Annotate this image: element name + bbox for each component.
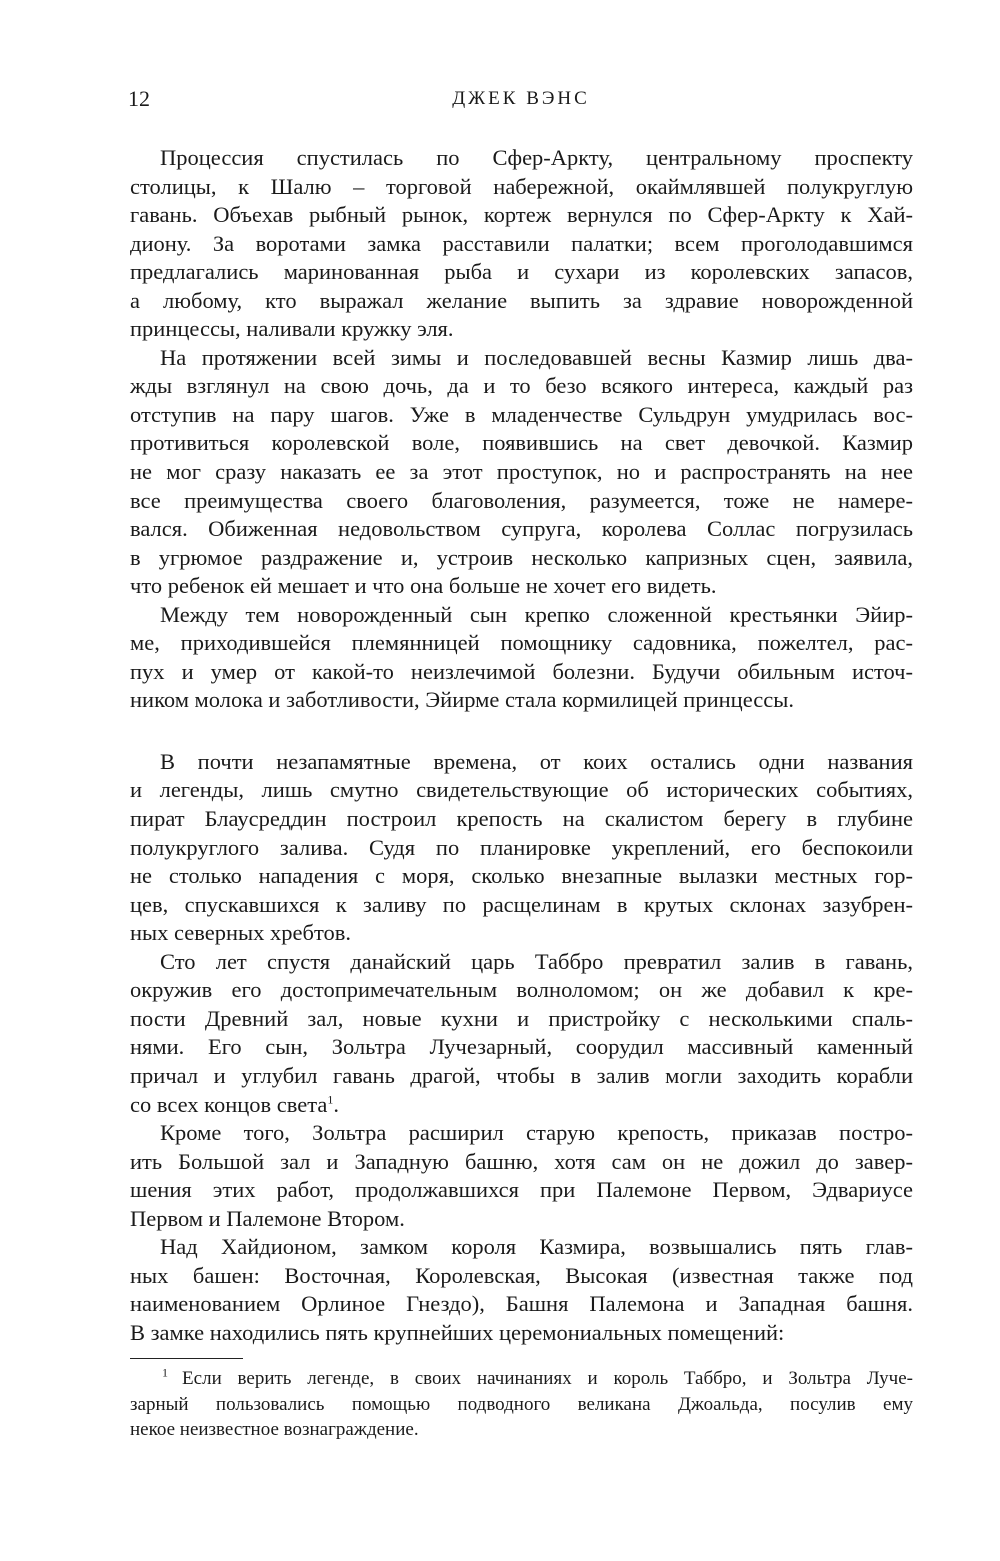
text-line <box>130 1033 913 1062</box>
line-text: Первом и Палемоне Втором. <box>130 1205 405 1231</box>
line-text: что ребенок ей мешает и что она больше не хочет его видеть. <box>130 573 717 599</box>
line-text: а любому, кто выражал желание выпить за здравие новорожденной <box>130 287 913 313</box>
period: . <box>333 1091 339 1117</box>
line-text: и легенды, лишь смутно свидетельствующие об исторических событиях, <box>130 777 913 803</box>
paragraph <box>130 1233 913 1347</box>
footnote-divider <box>130 1358 243 1359</box>
text-line <box>130 401 913 430</box>
text-line <box>130 601 913 630</box>
text-line <box>130 776 913 805</box>
page-number: 12 <box>128 86 150 111</box>
line-text: не мог сразу наказать ее за этот проступок, но и распространять на нее <box>130 459 913 485</box>
text-line <box>130 1319 913 1348</box>
text-line <box>130 1205 913 1234</box>
line-text: Кроме того, Зольтра расширил старую крепость, приказав постро- <box>160 1120 913 1146</box>
line-text: Между тем новорожденный сын крепко сложенной крестьянки Эйир- <box>160 601 913 627</box>
line-text: противиться королевской воле, появившись на свет девочкой. Казмир <box>130 430 913 456</box>
running-title: ДЖЕК ВЭНС <box>452 88 590 109</box>
text-line <box>130 1417 913 1443</box>
text-line <box>130 976 913 1005</box>
line-text: шения этих работ, продолжавшихся при Палемоне Первом, Эдвариусе <box>130 1177 913 1203</box>
line-text: ных башен: Восточная, Королевская, Высокая (известная также под <box>130 1262 913 1288</box>
line-text: На протяжении всей зимы и последовавшей весны Казмир лишь два- <box>160 344 913 370</box>
text-line <box>130 1233 913 1262</box>
line-text: наименованием Орлиное Гнездо), Башня Палемона и Западная башня. <box>130 1291 913 1317</box>
line-text: Сто лет спустя данайский царь Таббро превратил залив в гавань, <box>160 948 913 974</box>
line-text: ить Большой зал и Западную башню, хотя сам он не дожил до завер- <box>130 1148 913 1174</box>
text-line <box>130 258 913 287</box>
line-text: не столько нападения с моря, сколько внезапные вылазки местных гор- <box>130 863 913 889</box>
line-text: В замке находились пять крупнейших церемониальных помещений: <box>130 1319 785 1345</box>
text-line <box>130 344 913 373</box>
text-line <box>130 429 913 458</box>
line-text: некое неизвестное вознаграждение. <box>130 1419 419 1440</box>
line-text: пух и умер от какой-то неизлечимой болезни. Будучи обильным источ- <box>130 658 913 684</box>
line-text: ником молока и заботливости, Эйирме стала кормилицей принцессы. <box>130 687 794 713</box>
text-line <box>130 834 913 863</box>
line-text: В почти незапамятные времена, от коих остались одни названия <box>160 748 913 774</box>
footnote-reference[interactable]: 1 <box>327 1092 334 1106</box>
text-line <box>130 201 913 230</box>
section-break <box>130 715 913 748</box>
line-text: окружив его достопримечательным волноломом; он же добавил к кре- <box>130 977 913 1003</box>
text-line <box>130 1392 913 1418</box>
line-text: вался. Обиженная недовольством супруга, королева Соллас погрузилась <box>130 516 913 542</box>
paragraph <box>130 1119 913 1233</box>
text-line <box>130 144 913 173</box>
text-line <box>130 572 913 601</box>
text-line <box>130 1176 913 1205</box>
paragraph <box>130 601 913 715</box>
text-line <box>130 230 913 259</box>
text-line <box>130 315 913 344</box>
text-line <box>130 658 913 687</box>
text-line <box>130 686 913 715</box>
text-line <box>130 862 913 891</box>
footnote-marker: 1 <box>162 1365 183 1380</box>
footnote <box>130 1366 913 1443</box>
paragraph <box>130 948 913 1119</box>
line-text: все преимущества своего благоволения, разумеется, тоже не намере- <box>130 487 913 513</box>
line-text: жды взглянул на свою дочь, да и то безо всякого интереса, каждый раз <box>130 373 913 399</box>
text-line <box>130 544 913 573</box>
line-text: ных северных хребтов. <box>130 920 352 946</box>
line-text: столицы, к Шалю – торговой набережной, окаймлявшей полукруглую <box>130 173 913 199</box>
line-text: зарный пользовались помощью подводного великана Джоальда, посулив ему <box>130 1393 913 1415</box>
text-line <box>130 1148 913 1177</box>
text-line <box>130 515 913 544</box>
line-text: предлагались маринованная рыба и сухари из королевских запасов, <box>130 259 913 285</box>
text-line <box>130 919 913 948</box>
line-text: полукруглого залива. Судя по планировке укреплений, его беспокоили <box>130 834 913 860</box>
line-text: Если верить легенде, в своих начинаниях и король Таббро, и Зольтра Луче- <box>182 1368 913 1389</box>
paragraph <box>130 144 913 344</box>
line-text: диону. За воротами замка расставили палатки; всем проголодавшимся <box>130 230 913 256</box>
text-line <box>130 805 913 834</box>
line-text: причал и углубил гавань драгой, чтобы в залив могли заходить корабли <box>130 1062 913 1088</box>
text-line <box>130 1005 913 1034</box>
line-text: в угрюмое раздражение и, устроив несколько капризных сцен, заявила, <box>130 544 913 570</box>
line-text: цев, спускавшихся к заливу по расщелинам в крутых склонах зазубрен- <box>130 891 913 917</box>
line-text: гавань. Объехав рыбный рынок, кортеж вернулся по Сфер-Аркту к Хай- <box>130 202 913 228</box>
line-text: пират Блаусреддин построил крепость на скалистом берегу в глубине <box>130 806 913 832</box>
text-line <box>130 1091 913 1120</box>
text-line <box>130 372 913 401</box>
line-text: Процессия спустилась по Сфер-Аркту, центральному проспекту <box>160 145 913 170</box>
text-line <box>130 1290 913 1319</box>
line-text: принцессы, наливали кружку эля. <box>130 316 454 342</box>
paragraph <box>130 344 913 601</box>
text-line <box>130 629 913 658</box>
paragraph <box>130 748 913 948</box>
text-line <box>130 1062 913 1091</box>
text-line <box>130 1262 913 1291</box>
line-text: ме, приходившейся племянницей помощнику садовника, пожелтел, рас- <box>130 630 913 656</box>
text-line <box>130 948 913 977</box>
running-header <box>128 86 914 116</box>
line-text: Над Хайдионом, замком короля Казмира, возвышались пять глав- <box>160 1234 913 1260</box>
body-text <box>130 144 913 1347</box>
text-line <box>130 458 913 487</box>
text-line <box>130 487 913 516</box>
text-line <box>130 748 913 777</box>
text-line <box>130 1366 913 1392</box>
line-text: нями. Его сын, Зольтра Лучезарный, соорудил массивный каменный <box>130 1034 913 1060</box>
line-text: отступив на пару шагов. Уже в младенчестве Сульдрун умудрилась вос- <box>130 401 913 427</box>
text-line <box>130 891 913 920</box>
line-text: со всех концов света <box>130 1091 328 1117</box>
text-line <box>130 287 913 316</box>
text-line <box>130 173 913 202</box>
text-line <box>130 1119 913 1148</box>
line-text: пости Древний зал, новые кухни и пристройку с несколькими спаль- <box>130 1005 913 1031</box>
